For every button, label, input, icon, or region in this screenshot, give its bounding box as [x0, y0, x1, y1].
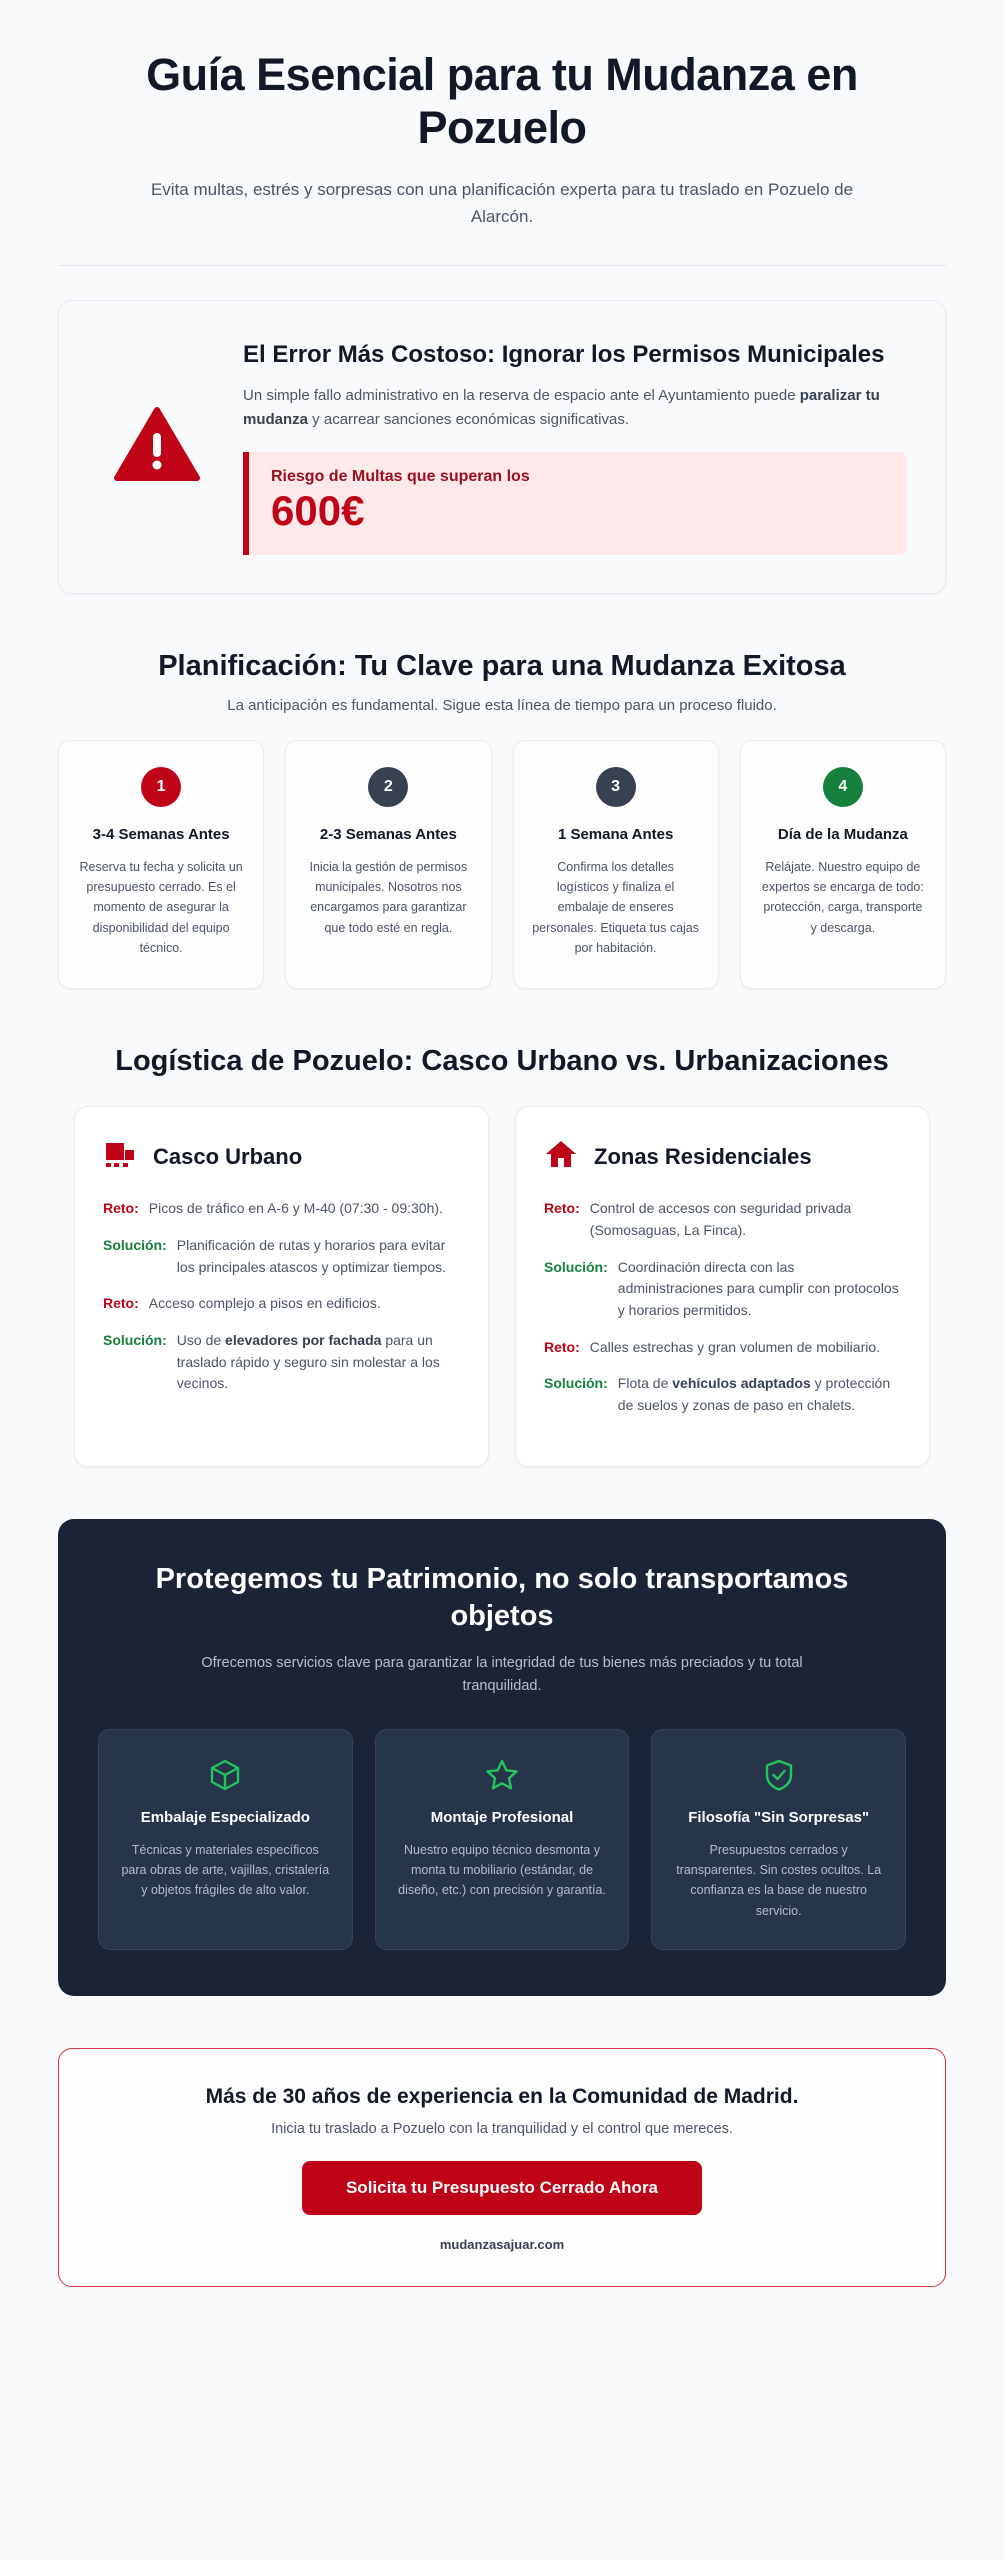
heritage-cards [98, 1729, 906, 1950]
logistics-row [544, 1257, 901, 1322]
alert-body [243, 335, 907, 555]
step-title: Día de la Mudanza [777, 825, 908, 843]
logistics-card-header [544, 1137, 901, 1176]
planning-subtitle: La anticipación es fundamental. Sigue esta línea de tiempo para un proceso fluido. [227, 696, 777, 714]
alert-title: El Error Más Costoso: Ignorar los Permisos Municipales [243, 340, 885, 368]
cta-subtitle: Inicia tu traslado a Pozuelo con la tranquilidad y el control que mereces. [271, 2120, 733, 2137]
heritage-title: Protegemos tu Patrimonio, no solo transportamos objetos [155, 1562, 849, 1633]
step-title: 1 Semana Antes [557, 825, 674, 843]
warning-triangle-icon [97, 335, 217, 555]
timeline-step [58, 740, 264, 990]
logistics-cards [58, 1106, 946, 1467]
header-divider [58, 265, 946, 266]
row-text: Picos de tráfico en A-6 y M-40 (07:30 - 09:30h). [148, 1200, 443, 1217]
row-tag: Reto: [544, 1200, 580, 1217]
step-title: 2-3 Semanas Antes [319, 825, 457, 843]
page-subtitle: Evita multas, estrés y sorpresas con una planificación experta para tu traslado en Pozuelo de Alarcón. [150, 180, 854, 227]
logistics-card-title: Casco Urbano [153, 1143, 303, 1169]
step-number-badge: 1 [141, 767, 181, 807]
service-card-packing [98, 1729, 353, 1950]
cta-title: Más de 30 años de experiencia en la Comunidad de Madrid. [205, 2084, 799, 2108]
row-text: Coordinación directa con las administraciones para cumplir con protocolos y horarios permitidos. [617, 1258, 899, 1318]
fine-label: Riesgo de Multas que superan los [271, 468, 530, 486]
step-text: Relájate. Nuestro equipo de expertos se encarga de todo: protección, carga, transporte y descarga. [761, 859, 924, 935]
logistics-row [544, 1337, 901, 1359]
row-text: Acceso complejo a pisos en edificios. [148, 1295, 381, 1312]
row-tag: Solución: [544, 1258, 608, 1275]
timeline-step [285, 740, 491, 990]
row-tag: Reto: [544, 1338, 580, 1355]
logistics-row [544, 1198, 901, 1241]
page-header [58, 0, 946, 231]
heritage-subtitle: Ofrecemos servicios clave para garantizar la integridad de tus bienes más preciados y tu total tranquilidad. [201, 1655, 803, 1695]
logistics-card-residential [515, 1106, 930, 1467]
logistics-row [103, 1293, 460, 1315]
logistics-card-title: Zonas Residenciales [594, 1143, 812, 1169]
row-tag: Solución: [103, 1332, 167, 1348]
timeline-step [740, 740, 946, 990]
permits-alert-card [58, 300, 946, 594]
service-card-text: Técnicas y materiales específicos para obras de arte, vajillas, cristalería y objetos frágiles de alto valor. [121, 1842, 330, 1898]
logistics-title: Logística de Pozuelo: Casco Urbano vs. Urbanizaciones [115, 1045, 889, 1078]
logistics-row [103, 1330, 460, 1395]
heritage-section [58, 1519, 946, 1996]
service-card-title: Montaje Profesional [430, 1808, 574, 1826]
row-tag: Reto: [103, 1295, 139, 1312]
logistics-row [103, 1198, 460, 1220]
step-text: Confirma los detalles logísticos y finaliza el embalaje de enseres personales. Etiqueta tus cajas por habitación. [532, 859, 700, 955]
planning-title: Planificación: Tu Clave para una Mudanza Exitosa [158, 649, 846, 682]
timeline-step [513, 740, 719, 990]
fine-risk-box [243, 452, 907, 554]
step-number-badge: 3 [596, 767, 636, 807]
logistics-row-list [544, 1198, 901, 1417]
logistics-card-urban [74, 1106, 489, 1467]
website-url[interactable]: mudanzasajuar.com [439, 2236, 565, 2252]
alert-text-part2: y acarrear sanciones económicas significativas. [308, 411, 629, 429]
row-text: Uso de elevadores por fachada para un traslado rápido y seguro sin molestar a los vecinos. [176, 1332, 440, 1392]
service-card-text: Nuestro equipo técnico desmonta y monta tu mobiliario (estándar, de diseño, etc.) con precisión y garantía. [398, 1842, 606, 1898]
row-tag: Solución: [103, 1236, 167, 1253]
step-title: 3-4 Semanas Antes [92, 825, 230, 843]
alert-text-bold: paralizar tu mudanza [243, 386, 880, 429]
star-icon [396, 1756, 609, 1794]
service-card-assembly [375, 1729, 630, 1950]
service-card-no-surprises [651, 1729, 906, 1950]
page-title: Guía Esencial para tu Mudanza en Pozuelo [146, 49, 858, 154]
fine-amount: 600€ [271, 487, 365, 535]
step-text: Inicia la gestión de permisos municipales. Nosotros nos encargamos para garantizar que todo esté en regla. [309, 859, 468, 935]
house-icon [544, 1137, 578, 1176]
step-number-badge: 2 [368, 767, 408, 807]
logistics-row-list [103, 1198, 460, 1395]
shield-check-icon [672, 1756, 885, 1794]
row-tag: Solución: [544, 1375, 608, 1392]
row-text: Flota de vehículos adaptados y protección de suelos y zonas de paso en chalets. [617, 1375, 891, 1414]
logistics-card-header [103, 1137, 460, 1176]
logistics-row [544, 1373, 901, 1416]
alert-text [243, 384, 907, 433]
row-tag: Reto: [103, 1200, 139, 1217]
service-card-title: Embalaje Especializado [140, 1808, 310, 1826]
service-card-title: Filosofía "Sin Sorpresas" [688, 1808, 870, 1826]
row-text: Calles estrechas y gran volumen de mobiliario. [589, 1338, 881, 1355]
row-text: Planificación de rutas y horarios para evitar los principales atascos y optimizar tiempos. [176, 1236, 447, 1275]
logistics-row [103, 1235, 460, 1278]
package-box-icon [119, 1756, 332, 1794]
step-number-badge: 4 [823, 767, 863, 807]
alert-text-part1: Un simple fallo administrativo en la reserva de espacio ante el Ayuntamiento puede [243, 386, 800, 404]
cta-section [58, 2048, 946, 2287]
step-text: Reserva tu fecha y solicita un presupuesto cerrado. Es el momento de asegurar la disponibilidad del equipo técnico. [79, 859, 243, 955]
city-building-icon [103, 1137, 137, 1176]
service-card-text: Presupuestos cerrados y transparentes. Sin costes ocultos. La confianza es la base de nuestro servicio. [676, 1842, 882, 1918]
request-quote-button[interactable]: Solicita tu Presupuesto Cerrado Ahora [302, 2161, 702, 2215]
row-text: Control de accesos con seguridad privada (Somosaguas, La Finca). [589, 1200, 852, 1238]
timeline [58, 740, 946, 990]
